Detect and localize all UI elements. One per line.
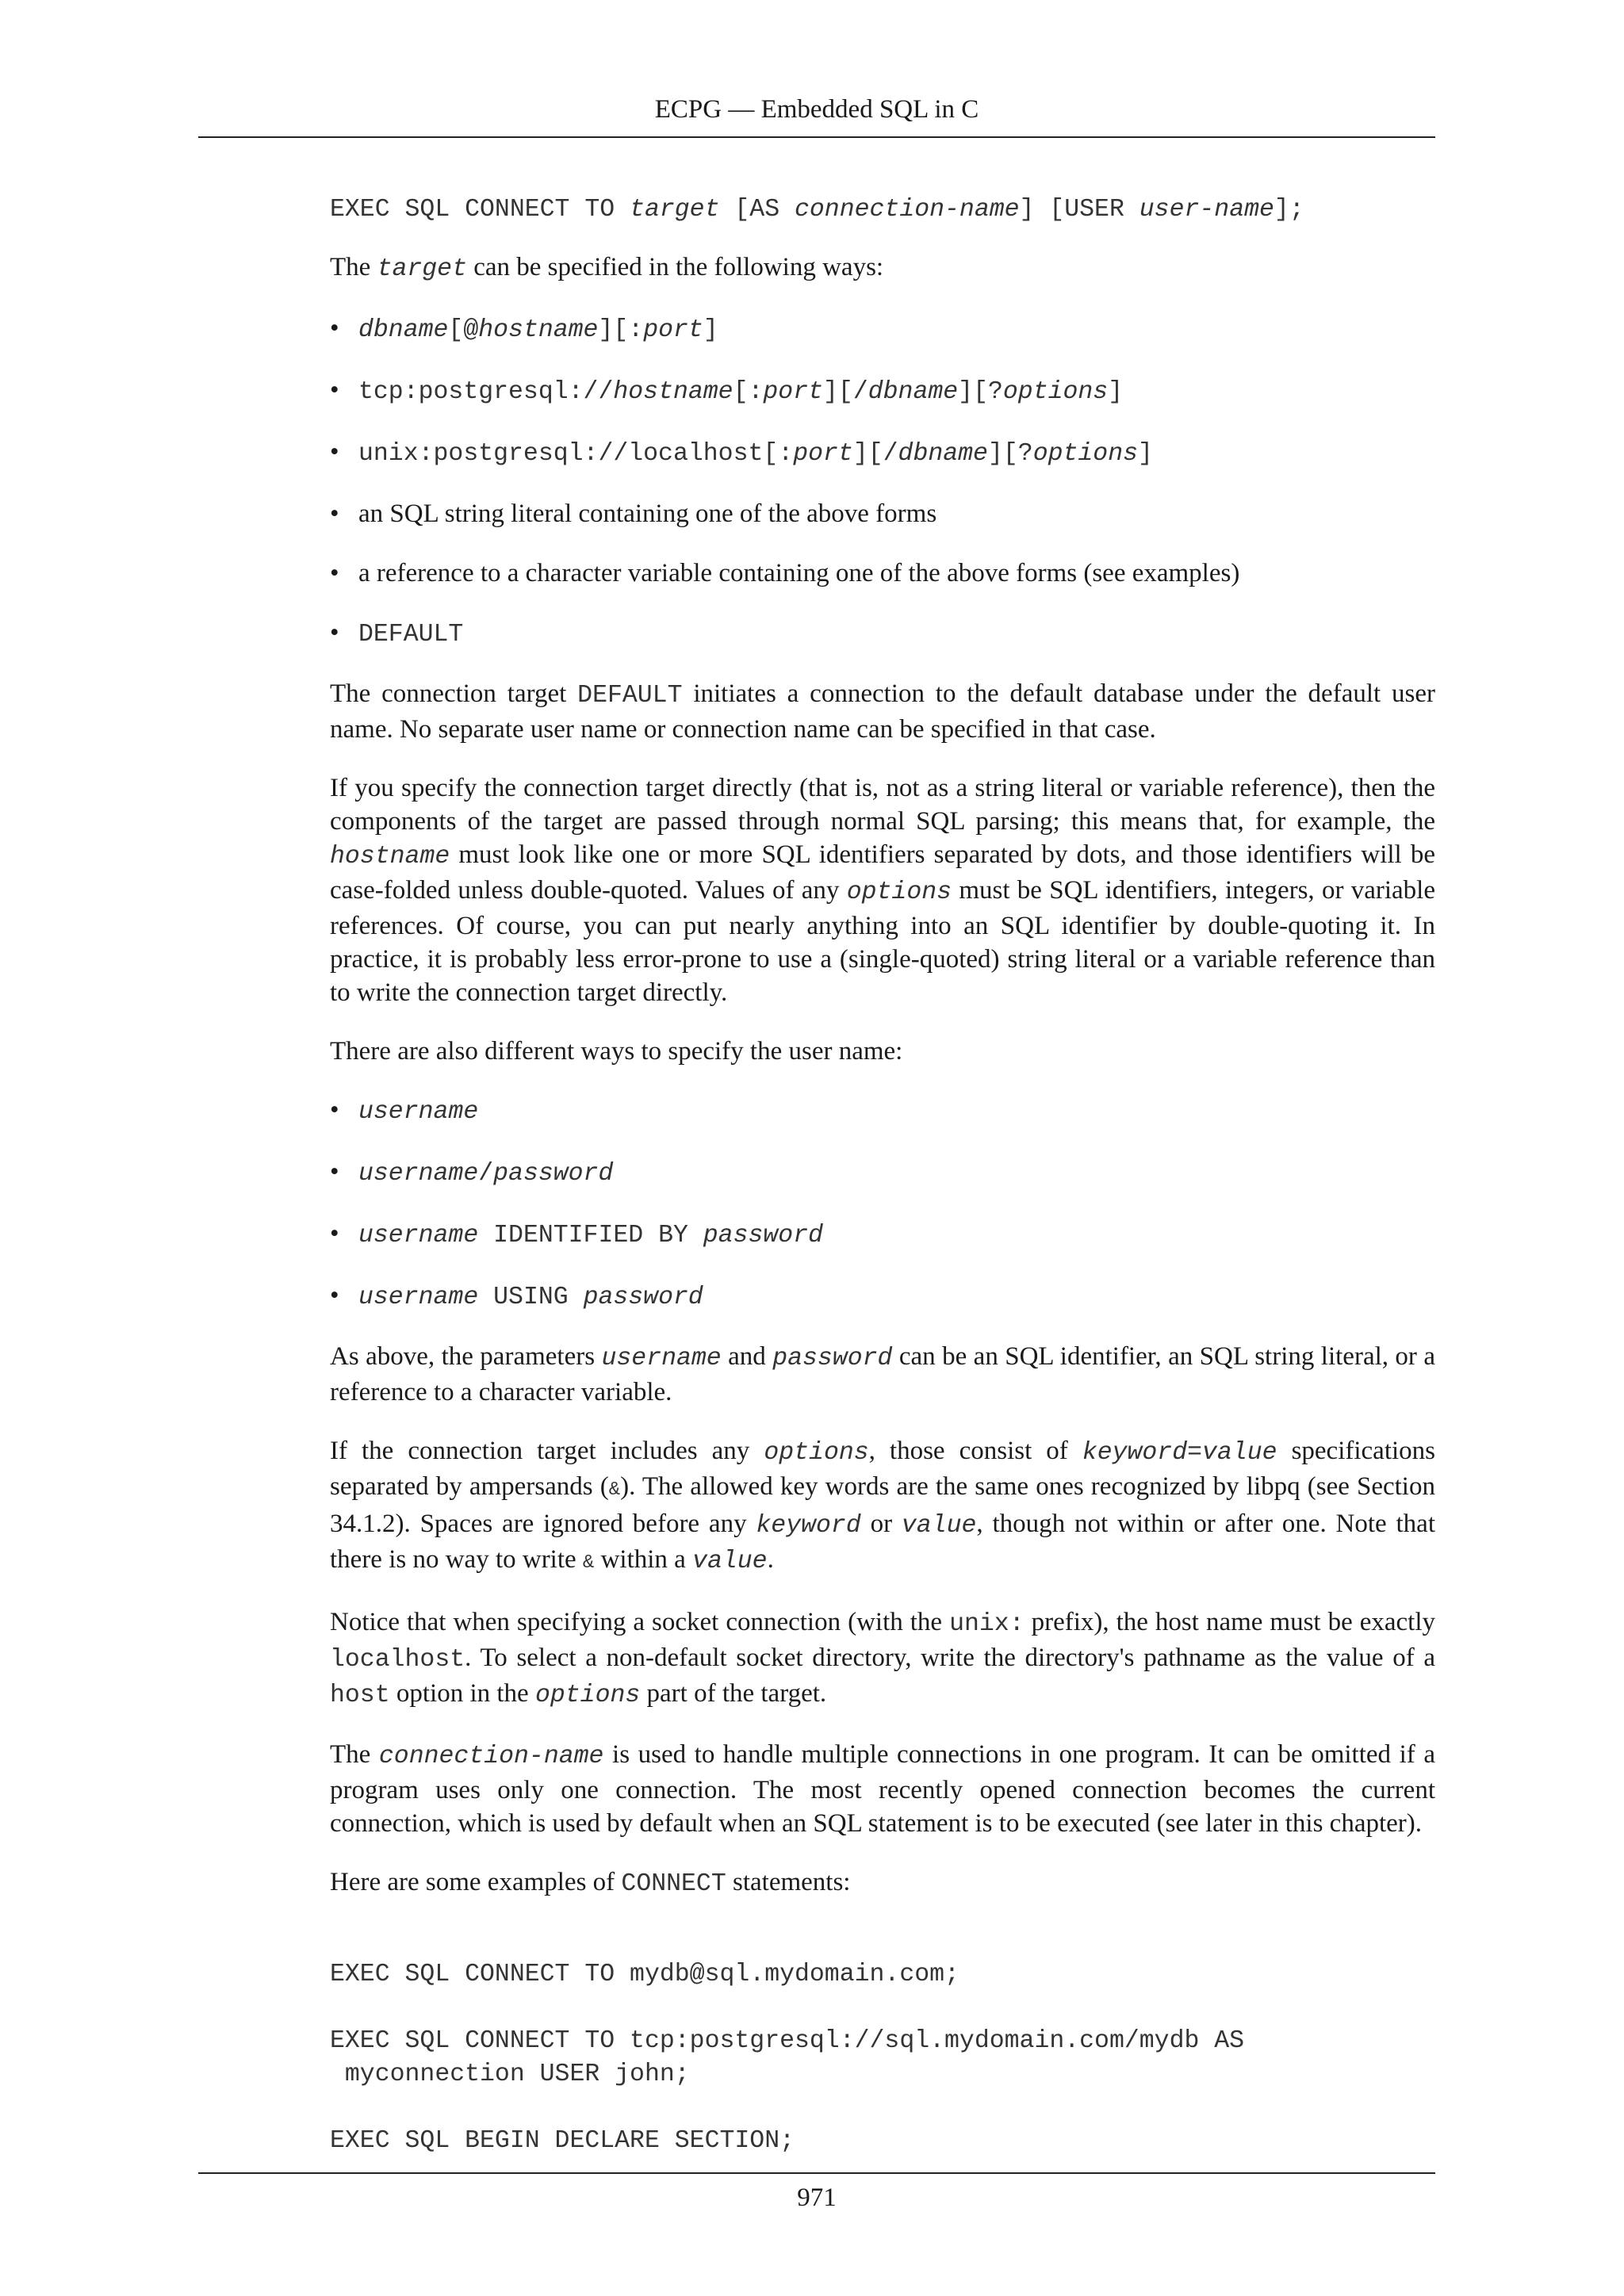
term-keyword: keyword <box>1082 1439 1188 1467</box>
synopsis-as: [AS <box>719 196 795 224</box>
term-hostname: hostname <box>330 843 450 871</box>
term-username: username <box>358 1160 479 1188</box>
term-password: password <box>703 1222 824 1249</box>
text: ] <box>1138 440 1153 468</box>
text: / <box>478 1160 494 1188</box>
synopsis-keyword: EXEC SQL CONNECT TO <box>330 196 630 224</box>
text: must be SQL identifiers, integers, or variable references. Of course, you can put nearly anything into an SQL identifier by double-quoting it. In practice, it is probably less error-prone to use a (single-quoted) string literal or a variable reference than to write the connection target directly. <box>330 876 1436 1007</box>
text: statements: <box>726 1868 851 1896</box>
term-port: port <box>763 378 824 406</box>
term-username: username <box>358 1098 479 1126</box>
text: [: <box>733 378 764 406</box>
term-username: username <box>358 1222 479 1249</box>
term-dbname: dbname <box>898 440 988 468</box>
page-content <box>330 193 1435 2158</box>
text: Notice that when specifying a socket connection (with the <box>330 1608 950 1636</box>
text: , those consist of <box>868 1437 1082 1465</box>
target-forms-list <box>330 312 1435 652</box>
term-value: value <box>1202 1439 1277 1467</box>
term-port: port <box>643 316 703 344</box>
list-item <box>330 616 1435 652</box>
list-item <box>330 435 1435 471</box>
list-item <box>330 373 1435 409</box>
text: . <box>767 1545 774 1574</box>
text: The connection target <box>330 679 578 708</box>
term-connection-name: connection-name <box>378 1743 604 1770</box>
text: ][? <box>958 378 1003 406</box>
user-forms-list <box>330 1093 1435 1314</box>
term-options: options <box>764 1439 869 1467</box>
text: must look like one or more SQL identifiers separated by dots, and those identifiers will be case-folded unless double-quoted. Values of any <box>330 840 1435 905</box>
text: The <box>330 1740 379 1769</box>
paragraph-socket <box>330 1605 1435 1712</box>
paragraph-connection-name <box>330 1738 1435 1840</box>
term-default: DEFAULT <box>577 682 683 710</box>
paragraph-user-intro: There are also different ways to specify the user name: <box>330 1037 903 1066</box>
text: ][/ <box>823 378 868 406</box>
term-password: password <box>772 1345 893 1372</box>
term-ampersand: & <box>608 1479 621 1501</box>
header-rule <box>198 136 1435 138</box>
code-line: EXEC SQL BEGIN DECLARE SECTION; <box>330 2127 795 2155</box>
text: tcp:postgresql:// <box>358 378 614 406</box>
term-ampersand: & <box>582 1552 595 1574</box>
term-value: value <box>692 1548 768 1575</box>
list-item <box>330 312 1435 347</box>
term-options: options <box>534 1682 641 1709</box>
footer-rule <box>198 2172 1435 2174</box>
paragraph-examples-intro <box>330 1866 1435 1901</box>
synopsis-connection-name: connection-name <box>795 196 1020 224</box>
text: . To select a non-default socket directory, write the directory's pathname as the value of a <box>465 1644 1435 1672</box>
list-item <box>330 1155 1435 1191</box>
term-dbname: dbname <box>358 316 449 344</box>
term-options: options <box>1002 378 1109 406</box>
connect-synopsis <box>330 193 1435 227</box>
text: USING <box>478 1284 584 1311</box>
code-line: EXEC SQL CONNECT TO mydb@sql.mydomain.com; <box>330 1961 959 1988</box>
text: = <box>1187 1439 1203 1467</box>
term-target: target <box>377 255 467 283</box>
text: If you specify the connection target directly (that is, not as a string literal or variable reference), then the components of the target are passed through normal SQL parsing; this means that, for example, the <box>330 774 1435 836</box>
term-options: options <box>846 878 952 906</box>
text: or <box>860 1510 902 1538</box>
paragraph-direct-target <box>330 771 1435 1009</box>
text: , though not within or after one. Note that there is no way to write <box>330 1510 1435 1574</box>
text: ][? <box>987 440 1033 468</box>
term-connect: CONNECT <box>621 1870 726 1898</box>
paragraph-options <box>330 1434 1435 1580</box>
term-port: port <box>793 440 853 468</box>
text: The <box>330 253 377 281</box>
text: specifications separated by ampersands ( <box>330 1437 1435 1501</box>
term-hostname: hostname <box>478 316 599 344</box>
list-item <box>330 1217 1435 1253</box>
text: ). The allowed key words are the same ones recognized by libpq (see Section 34.1.2). Spaces are ignored before any <box>330 1472 1435 1538</box>
term-default: DEFAULT <box>358 621 464 649</box>
term-dbname: dbname <box>868 378 959 406</box>
term-username: username <box>358 1284 479 1311</box>
text: unix:postgresql://localhost[: <box>358 440 794 468</box>
text: within a <box>594 1545 693 1574</box>
text: prefix), the host name must be exactly <box>1024 1608 1435 1636</box>
list-item: • an SQL string literal containing one of the above forms <box>330 497 1435 530</box>
text: part of the target. <box>640 1679 827 1708</box>
term-password: password <box>583 1284 703 1311</box>
paragraph-user-params <box>330 1340 1435 1409</box>
text: ] <box>703 316 718 344</box>
term-username: username <box>601 1345 722 1372</box>
synopsis-close: ]; <box>1274 196 1304 224</box>
text: ][: <box>598 316 644 344</box>
text: initiates a connection to the default database under the default user name. No separate user name or connection name can be specified in that case. <box>330 679 1436 744</box>
paragraph-target-intro <box>330 251 1435 286</box>
term-keyword: keyword <box>756 1512 861 1540</box>
code-line: EXEC SQL CONNECT TO tcp:postgresql://sql.mydomain.com/mydb AS <box>330 2027 1245 2055</box>
text: ] <box>1108 378 1124 406</box>
text: Here are some examples of <box>330 1868 622 1896</box>
synopsis-user-name: user-name <box>1139 196 1274 224</box>
list-item <box>330 1093 1435 1129</box>
text: is used to handle multiple connections in one program. It can be omitted if a program uses only one connection. The most recently opened connection becomes the current connection, which is used by default when an SQL statement is to be executed (see later in this chapter). <box>330 1740 1435 1838</box>
code-example <box>330 1958 1435 2158</box>
term-hostname: hostname <box>613 378 733 406</box>
running-header: ECPG — Embedded SQL in C <box>654 95 979 124</box>
text: can be specified in the following ways: <box>466 253 884 281</box>
term-value: value <box>901 1512 977 1540</box>
list-item <box>330 1279 1435 1314</box>
code-line: myconnection USER john; <box>330 2061 690 2088</box>
paragraph-default <box>330 677 1435 746</box>
text: ][/ <box>852 440 898 468</box>
synopsis-target: target <box>630 196 720 224</box>
text: can be an SQL identifier, an SQL string literal, or a reference to a character variable. <box>330 1342 1435 1406</box>
text: [@ <box>448 316 479 344</box>
synopsis-user: ] [USER <box>1019 196 1139 224</box>
text: As above, the parameters <box>330 1342 602 1371</box>
term-localhost: localhost <box>330 1646 465 1674</box>
text: IDENTIFIED BY <box>478 1222 703 1249</box>
text: and <box>721 1342 773 1371</box>
page-number: 971 <box>797 2183 837 2212</box>
term-options: options <box>1032 440 1139 468</box>
term-unix: unix: <box>949 1610 1025 1638</box>
term-password: password <box>493 1160 614 1188</box>
list-item: • a reference to a character variable containing one of the above forms (see examples) <box>330 557 1435 590</box>
term-host: host <box>330 1682 390 1709</box>
text: option in the <box>389 1679 535 1708</box>
text: If the connection target includes any <box>330 1437 764 1465</box>
